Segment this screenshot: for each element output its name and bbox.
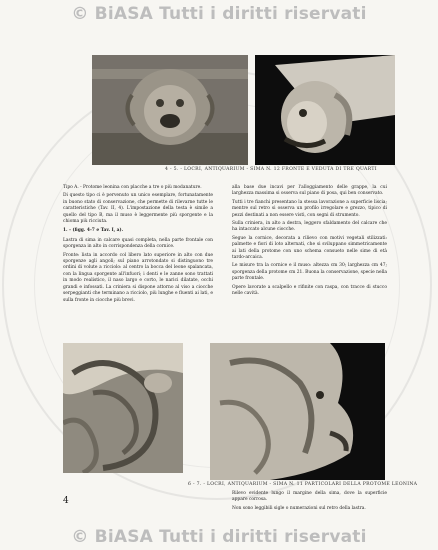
paragraph: Fronte: lista in accordo col libero lato superiore in alto con due sporgenze agli angoli; sul piano arrotondato si distinguono tre ordini di volute a ricciolo: al centro la bocca del leone spalancata, con la lingua sporgente all'infuori; i denti e le zanne sono trattati in modo realistico, il naso largo e corto, le narici dilatate, occhi grandi e infossati. La criniera si dispone attorno al viso a ciocche serpeggianti che terminano a ricciolo, più lunghe e fluenti ai lati, e sulla fronte in ciocche più brevi. bbox=[63, 252, 213, 303]
paragraph: Segue la cornice, decorata a rilievo con motivi vegetali stilizzati: palmette e fiori di loto alternati, che si sviluppano simmetricamente ai lati della protome con uno schema consueto nelle sime di età tardo-arcaica. bbox=[232, 235, 387, 261]
paragraph: Tutti i tre fianchi presentano la stessa lavorazione a superficie liscia; mentre sul retro si osserva un profilo irregolare e grezzo, tipico di pezzi destinati a non essere visti, con segni di strumento. bbox=[232, 199, 387, 218]
lion-head-three-quarter-image bbox=[255, 55, 395, 165]
text-column-right-bottom bbox=[232, 491, 387, 514]
text-column-right bbox=[232, 185, 387, 300]
paragraph: Opere lavorate a scalpello e rifinite con raspa, con tracce di stucco nelle cavità. bbox=[232, 284, 387, 297]
paragraph: Le misure tra la cornice e il muso: altezza cm 30; larghezza cm 47; sporgenza della protome cm 21. Buona la conservazione, specie nella parte frontale. bbox=[232, 263, 387, 282]
photo-lion-profile-detail bbox=[210, 343, 385, 480]
paragraph: Sulla criniera, in alto a destra, leggero sfaldamento del calcare che ha intaccato alcune ciocche. bbox=[232, 221, 387, 233]
photo-lion-mane-detail bbox=[63, 343, 183, 473]
lion-profile-detail-image bbox=[210, 343, 385, 480]
page-number: 4 bbox=[63, 496, 69, 506]
lion-mane-detail-image bbox=[63, 343, 183, 473]
figure-caption-bottom: 6 - 7. - LOCRI, ANTIQUARIUM - SIMA N. 11 PARTICOLARI DELLA PROTOME LEONINA bbox=[188, 482, 418, 487]
photo-lion-protome-front bbox=[92, 55, 248, 165]
paragraph: Di questo tipo ci è pervenuto un unico esemplare, fortunatamente in buono stato di conservazione, che permette di rilevarne tutte le caratteristiche (Tav. II, 4). L'impostazione della testa è simile a quello del tipo B, ma il muso è leggermente più sporgente e la chioma più ricciuta. bbox=[63, 193, 213, 225]
figure-caption-top: 4 - 5. - LOCRI, ANTIQUARIUM - SIMA N. 12 FRONTE E VEDUTA DI TRE QUARTI bbox=[165, 167, 377, 172]
paragraph: Rilevo evidente lungo il margine della sima, dove la superficie appare corrosa. bbox=[232, 491, 387, 503]
paragraph: alla base due incavi per l'alloggiamento delle grappe, la cui larghezza massima si osserva sul piano di posa, qui ben conservato. bbox=[232, 185, 387, 197]
text-column-left bbox=[63, 185, 213, 306]
lion-head-front-image bbox=[92, 55, 248, 165]
paragraph: Tipo A. - Protome leonina con placche a tre o più modanature. bbox=[63, 185, 202, 190]
watermark-bottom: © BiASA Tutti i diritti riservati bbox=[71, 527, 367, 547]
watermark-top: © BiASA Tutti i diritti riservati bbox=[71, 4, 367, 24]
paragraph: Non sono leggibili sigle o numerazioni sul retro della lastra. bbox=[232, 505, 366, 511]
paragraph: Lastra di sima in calcare quasi completa, nella parte frontale con sporgenza in alto in corrispondenza della cornice. bbox=[63, 237, 213, 250]
photo-lion-protome-three-quarter bbox=[255, 55, 395, 165]
catalog-heading: 1. - (figg. 4-7 e Tav. I, a). bbox=[63, 228, 124, 234]
